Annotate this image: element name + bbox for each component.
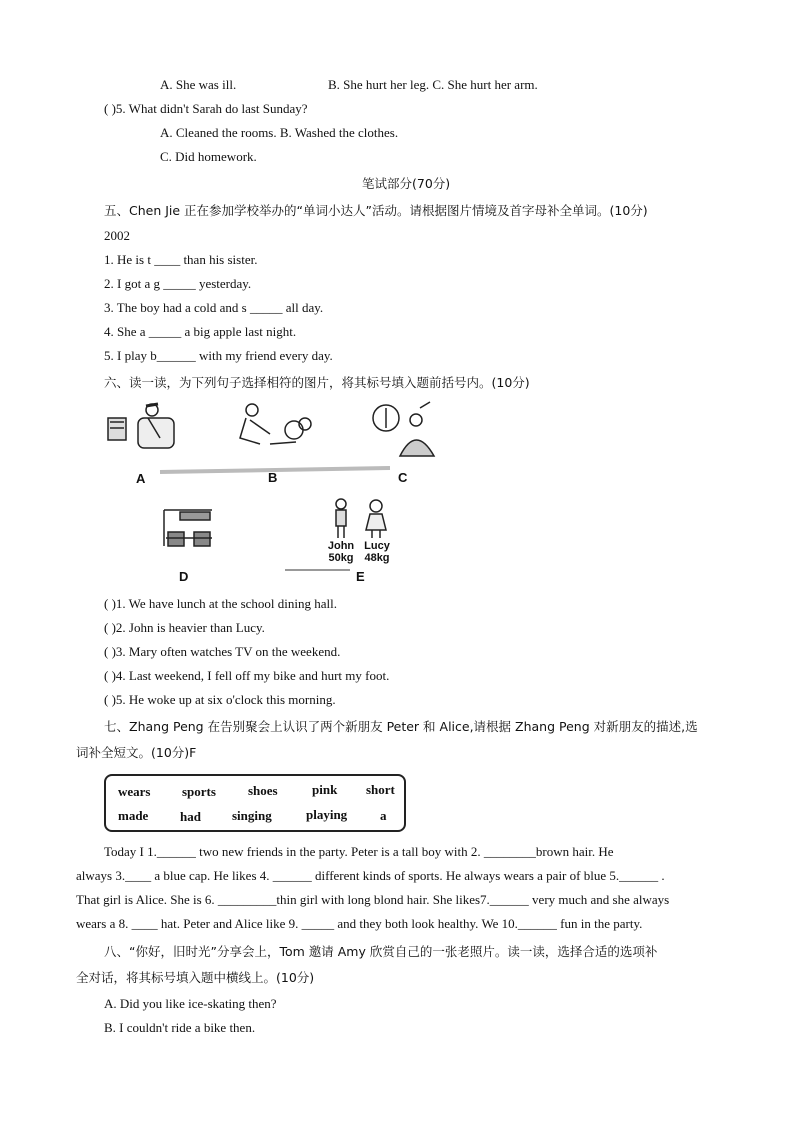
section5-item-5: 5. I play b______ with my friend every day. (104, 348, 333, 363)
section7-title-line2: 词补全短文。(10分)F (76, 745, 197, 760)
section5-item-4: 4. She a _____ a big apple last night. (104, 324, 297, 339)
q5-question: ( )5. What didn't Sarah do last Sunday? (104, 101, 308, 116)
word-bank-word: a (380, 808, 387, 823)
section7-title-line1: 七、Zhang Peng 在告别聚会上认识了两个新朋友 Peter 和 Alice,请根据 Zhang Peng 对新朋友的描述,选 (104, 719, 698, 734)
passage-line-1: Today I 1.______ two new friends in the party. Peter is a tall boy with 2. ________brown hair. He (104, 844, 614, 859)
q5-options-ab: A. Cleaned the rooms. B. Washed the clothes. (160, 125, 399, 140)
section5-code: 2002 (104, 228, 130, 243)
picture-a-tv-watching (108, 404, 174, 448)
section6-item-1: ( )1. We have lunch at the school dining hall. (104, 596, 338, 611)
word-bank-word: wears (118, 784, 151, 799)
john-name: John (327, 540, 355, 552)
lucy-label (361, 540, 393, 564)
word-bank-box (104, 774, 406, 832)
word-bank-word: pink (312, 782, 338, 797)
section6-title: 六、读一读，为下列句子选择相符的图片，将其标号填入题前括号内。(10分) (104, 375, 530, 390)
section6-item-2: ( )2. John is heavier than Lucy. (104, 620, 265, 635)
word-bank-word: playing (306, 807, 348, 822)
word-bank-word: made (118, 808, 149, 823)
john-weight: 50kg (328, 552, 354, 564)
section8-title-line1: 八、“你好，旧时光”分享会上，Tom 邀请 Amy 欣赏自己的一张老照片。读一读，选择合适的选项补 (104, 944, 658, 959)
word-bank-word: singing (232, 808, 272, 823)
picture-b-fell-off-bike (240, 404, 311, 444)
section8-option-a: A. Did you like ice-skating then? (104, 996, 277, 1011)
word-bank-word: had (180, 809, 201, 824)
section6-item-3: ( )3. Mary often watches TV on the weekend. (104, 644, 341, 659)
section5-item-3: 3. The boy had a cold and s _____ all day. (104, 300, 324, 315)
picture-d-dining-hall (164, 510, 212, 546)
written-part-heading: 笔试部分(70分) (362, 176, 451, 191)
lucy-weight: 48kg (364, 552, 390, 564)
passage-line-3: That girl is Alice. She is 6. _________thin girl with long blond hair. She likes7.______ very much and she always (76, 892, 670, 907)
john-label (326, 540, 356, 564)
word-bank-word: short (366, 782, 395, 797)
section5-item-2: 2. I got a g _____ yesterday. (104, 276, 252, 291)
picture-label-a: A (136, 471, 146, 486)
picture-e-john-lucy (336, 499, 386, 538)
picture-label-d: D (179, 569, 189, 584)
section6-item-4: ( )4. Last weekend, I fell off my bike and hurt my foot. (104, 668, 390, 683)
section8-title-line2: 全对话，将其标号填入题中横线上。(10分) (76, 970, 315, 985)
picture-label-b: B (268, 470, 278, 485)
section5-item-1: 1. He is t ____ than his sister. (104, 252, 258, 267)
q4-options-bc: B. She hurt her leg. C. She hurt her arm. (328, 77, 538, 92)
passage-line-2: always 3.____ a blue cap. He likes 4. ______ different kinds of sports. He always wears a pair of blue 5.______ . (76, 868, 665, 883)
q4-option-a: A. She was ill. (160, 77, 237, 92)
picture-label-c: C (398, 470, 408, 485)
word-bank-word: shoes (248, 783, 278, 798)
section6-item-5: ( )5. He woke up at six o'clock this morning. (104, 692, 336, 707)
picture-label-e: E (356, 569, 365, 584)
lucy-name: Lucy (364, 540, 390, 552)
q5-option-c: C. Did homework. (160, 149, 257, 164)
section8-option-b: B. I couldn't ride a bike then. (104, 1020, 256, 1035)
section5-title: 五、Chen Jie 正在参加学校举办的“单词小达人”活动。请根据图片情境及首字母补全单词。(10分) (104, 203, 648, 218)
picture-c-wake-up (373, 402, 434, 456)
passage-line-4: wears a 8. ____ hat. Peter and Alice like 9. _____ and they both look healthy. We 10.______ fun in the party. (76, 916, 643, 931)
word-bank-word: sports (182, 784, 216, 799)
